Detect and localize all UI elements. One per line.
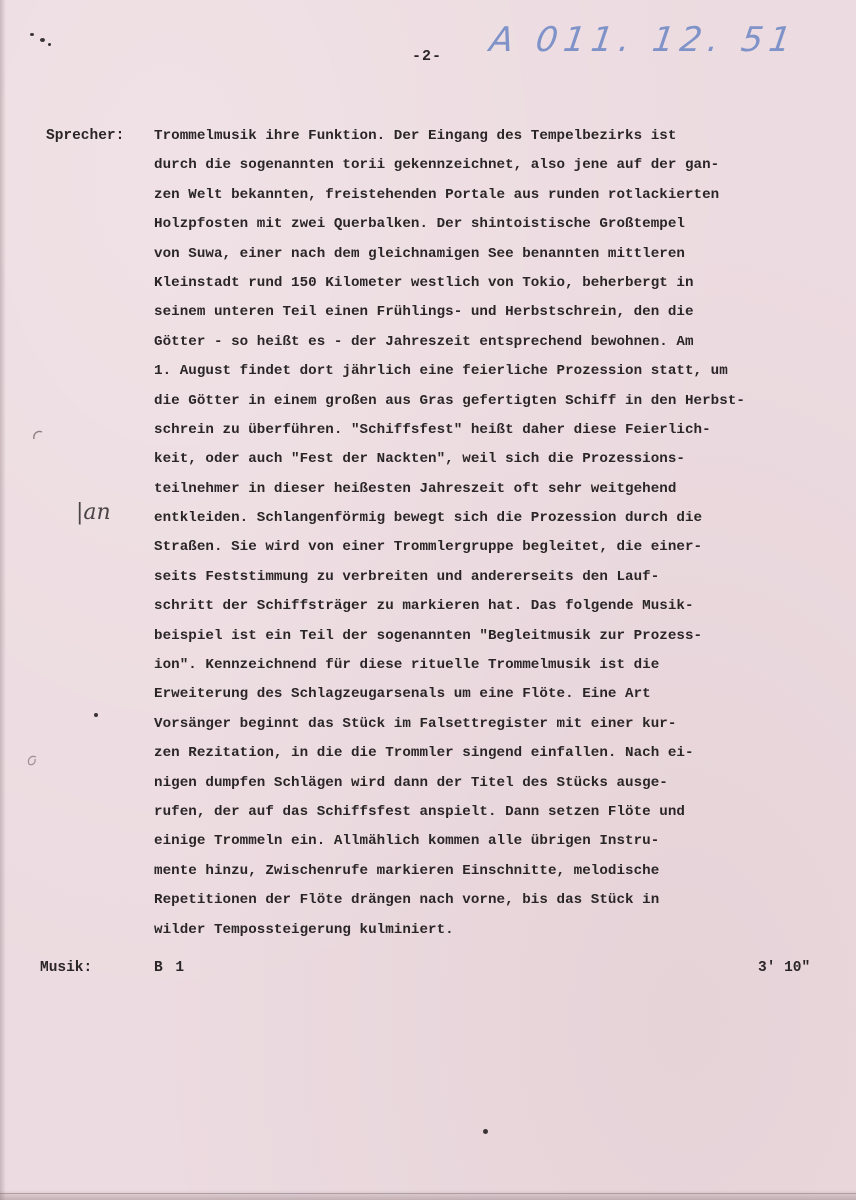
text-line: schrein zu überführen. "Schiffsfest" heißt daher diese Feierlich-	[154, 421, 711, 438]
paper-edge-bottom	[0, 1190, 856, 1200]
ink-speck	[40, 38, 45, 42]
text-line: seinem unteren Teil einen Frühlings- und Herbstschrein, den die	[154, 304, 694, 321]
paper-edge-left	[0, 0, 6, 1200]
music-duration: 3' 10"	[758, 960, 811, 976]
margin-circle-mark	[30, 428, 46, 444]
text-line: nigen dumpfen Schlägen wird dann der Titel des Stücks ausge-	[154, 774, 668, 791]
page-number: -2-	[412, 48, 443, 65]
text-line: beispiel ist ein Teil der sogenannten "Begleitmusik zur Prozess-	[154, 627, 703, 644]
archive-stamp: A 011. 12. 51	[487, 20, 800, 60]
text-line: rufen, der auf das Schiffsfest anspielt. Dann setzen Flöte und	[154, 803, 685, 820]
text-line: von Suwa, einer nach dem gleichnamigen See benannten mittleren	[154, 245, 685, 262]
ink-speck	[48, 43, 51, 46]
text-line: Repetitionen der Flöte drängen nach vorne, bis das Stück in	[154, 892, 660, 909]
margin-circle-mark	[24, 752, 40, 768]
text-line: einige Trommeln ein. Allmählich kommen alle übrigen Instru-	[154, 833, 660, 850]
text-line: schritt der Schiffsträger zu markieren hat. Das folgende Musik-	[154, 598, 694, 615]
text-line: ion". Kennzeichnend für diese rituelle Trommelmusik ist die	[154, 657, 660, 674]
ink-speck	[30, 33, 34, 36]
speaker-label: Sprecher:	[46, 128, 125, 144]
text-line: 1. August findet dort jährlich eine feierliche Prozession statt, um	[154, 363, 728, 380]
text-line: Kleinstadt rund 150 Kilometer westlich von Tokio, beherbergt in	[154, 274, 694, 291]
text-line: die Götter in einem großen aus Gras gefertigten Schiff in den Herbst-	[154, 392, 745, 409]
text-line: keit, oder auch "Fest der Nackten", weil sich die Prozessions-	[154, 451, 685, 468]
text-line: Götter - so heißt es - der Jahreszeit entsprechend bewohnen. Am	[154, 333, 694, 350]
text-line: Holzpfosten mit zwei Querbalken. Der shintoistische Großtempel	[154, 216, 685, 233]
text-line: wilder Tempossteigerung kulminiert.	[154, 921, 454, 938]
text-line: zen Rezitation, in die die Trommler singend einfallen. Nach ei-	[154, 745, 694, 762]
text-line: entkleiden. Schlangenförmig bewegt sich die Prozession durch die	[154, 510, 703, 527]
text-line: Straßen. Sie wird von einer Trommlergruppe begleitet, die einer-	[154, 539, 703, 556]
text-line: zen Welt bekannten, freistehenden Portale aus runden rotlackierten	[154, 186, 720, 203]
ink-speck	[94, 713, 98, 717]
paper-fold-line	[0, 1193, 856, 1194]
text-line: Erweiterung des Schlagzeugarsenals um eine Flöte. Eine Art	[154, 686, 651, 703]
music-label: Musik:	[40, 960, 93, 976]
text-line: mente hinzu, Zwischenrufe markieren Einschnitte, melodische	[154, 862, 660, 879]
text-line: teilnehmer in dieser heißesten Jahreszeit oft sehr weitgehend	[154, 480, 677, 497]
handwritten-margin-note: |an	[76, 500, 111, 525]
text-line: seits Feststimmung zu verbreiten und andererseits den Lauf-	[154, 568, 660, 585]
speaker-text	[154, 122, 764, 945]
text-line: durch die sogenannten torii gekennzeichnet, also jene auf der gan-	[154, 157, 720, 174]
music-track-id: B 1	[154, 960, 187, 976]
text-line: Vorsänger beginnt das Stück im Falsettregister mit einer kur-	[154, 715, 677, 732]
ink-speck	[483, 1129, 488, 1134]
text-line: Trommelmusik ihre Funktion. Der Eingang des Tempelbezirks ist	[154, 128, 677, 144]
